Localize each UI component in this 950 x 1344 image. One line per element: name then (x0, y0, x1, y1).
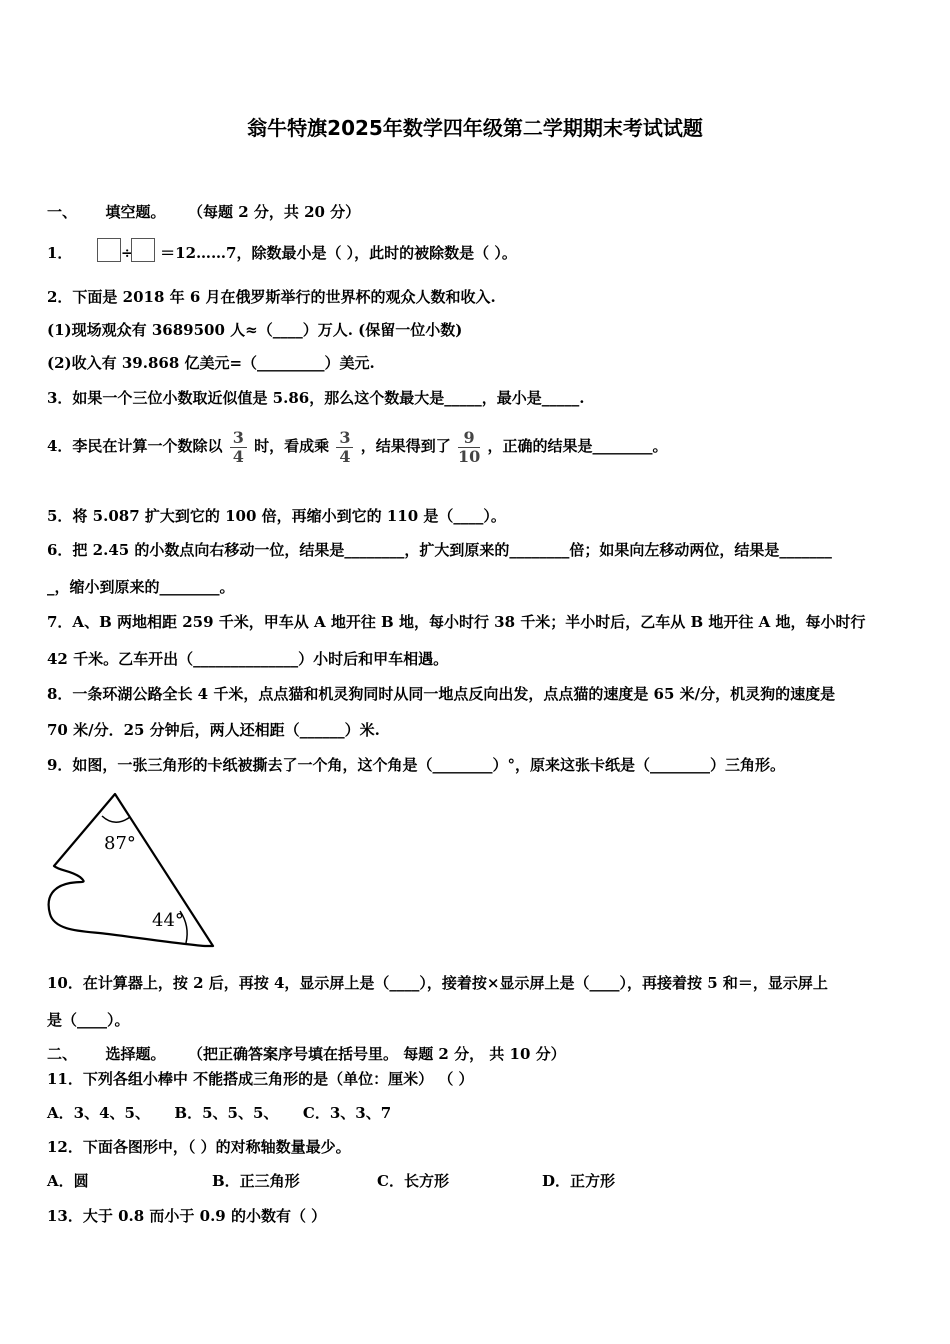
fraction-denominator: 4 (339, 446, 351, 466)
torn-triangle-figure (40, 786, 230, 956)
angle-label-top: 87° (104, 833, 136, 854)
fraction-denominator: 10 (457, 446, 481, 466)
option-a: A．圆 (47, 1172, 89, 1190)
question-10-line-2: 是（____）。 (47, 1011, 130, 1029)
q4-text-4: ，正确的结果是________。 (487, 437, 668, 455)
question-9: 9．如图，一张三角形的卡纸被撕去了一个角，这个角是（________）°，原来这张卡纸是（________）三角形。 (47, 756, 785, 774)
section-2-note: （把正确答案序号填在括号里。 每题 2 分， 共 10 分） (187, 1045, 566, 1063)
question-8-line-2: 70 米/分．25 分钟后，两人还相距（______）米. (47, 721, 380, 739)
blank-box (131, 238, 155, 262)
page-title: 翁牛特旗2025年数学四年级第二学期期末考试试题 (247, 116, 703, 140)
question-2-part-2: (2)收入有 39.868 亿美元=（_________）美元. (47, 354, 375, 372)
q4-text-1: 4．李民在计算一个数除以 (47, 437, 223, 455)
section-1-note: （每题 2 分，共 20 分） (187, 203, 361, 221)
fraction (230, 429, 247, 466)
fraction (336, 429, 353, 466)
fraction-numerator: 9 (458, 429, 480, 448)
option-c: C．长方形 (377, 1172, 449, 1190)
q1-number: 1． (47, 244, 73, 262)
question-1 (47, 238, 517, 263)
section-1-name: 填空题。 (105, 203, 166, 221)
q4-text-3: ，结果得到了 (360, 437, 451, 455)
section-1-label: 一、 (47, 203, 78, 221)
question-5: 5．将 5.087 扩大到它的 100 倍，再缩小到它的 110 是（____）。 (47, 507, 506, 525)
top-angle-arc (102, 816, 130, 822)
question-12-options (47, 1171, 615, 1191)
option-b: B．5、5、5、 (174, 1104, 279, 1122)
fraction-denominator: 4 (232, 446, 244, 466)
question-11: 11．下列各组小棒中 不能搭成三角形的是（单位：厘米） （ ） (47, 1070, 474, 1088)
question-7-line-1: 7．A、B 两地相距 259 千米，甲车从 A 地开往 B 地，每小时行 38 千米；半小时后，乙车从 B 地开往 A 地，每小时行 (47, 613, 866, 631)
question-12: 12．下面各图形中，（ ）的对称轴数量最少。 (47, 1138, 351, 1156)
fraction (458, 429, 480, 466)
torn-triangle-outline (49, 794, 213, 946)
option-d: D．正方形 (542, 1172, 616, 1190)
section-2-header (47, 1044, 566, 1064)
question-6-line-2: _，缩小到原来的________。 (47, 578, 235, 596)
option-c: C．3、3、7 (302, 1104, 392, 1122)
question-2-intro: 2．下面是 2018 年 6 月在俄罗斯举行的世界杯的观众人数和收入. (47, 288, 496, 306)
question-4 (47, 426, 667, 466)
question-13: 13．大于 0.8 而小于 0.9 的小数有（ ） (47, 1207, 327, 1225)
question-10-line-1: 10．在计算器上，按 2 后，再按 4，显示屏上是（____），接着按×显示屏上是（____），再接着按 5 和＝，显示屏上 (47, 974, 828, 992)
fraction-numerator: 3 (230, 429, 247, 448)
question-2-part-1: (1)现场观众有 3689500 人≈（____）万人. (保留一位小数) (47, 321, 463, 339)
section-1-header (47, 202, 360, 222)
question-11-options (47, 1103, 391, 1123)
question-7-line-2: 42 千米。乙车开出（______________）小时后和甲车相遇。 (47, 650, 449, 668)
section-2-name: 选择题。 (105, 1045, 166, 1063)
angle-label-bottom: 44° (152, 910, 184, 931)
question-6-line-1: 6．把 2.45 的小数点向右移动一位，结果是________，扩大到原来的________倍；如果向左移动两位，结果是_______ (47, 541, 832, 559)
fraction-numerator: 3 (336, 429, 353, 448)
option-a: A．3、4、5、 (47, 1104, 150, 1122)
blank-box (97, 238, 121, 262)
option-b: B．正三角形 (212, 1172, 300, 1190)
divide-sign: ÷ (120, 244, 134, 262)
q1-text: ＝12……7，除数最小是（ ），此时的被除数是（ ）。 (160, 244, 517, 262)
q4-text-2: 时，看成乘 (254, 437, 330, 455)
question-8-line-1: 8．一条环湖公路全长 4 千米，点点猫和机灵狗同时从同一地点反向出发，点点猫的速度是 65 米/分，机灵狗的速度是 (47, 685, 836, 703)
section-2-label: 二、 (47, 1045, 78, 1063)
question-3: 3．如果一个三位小数取近似值是 5.86，那么这个数最大是_____，最小是_____. (47, 389, 585, 407)
